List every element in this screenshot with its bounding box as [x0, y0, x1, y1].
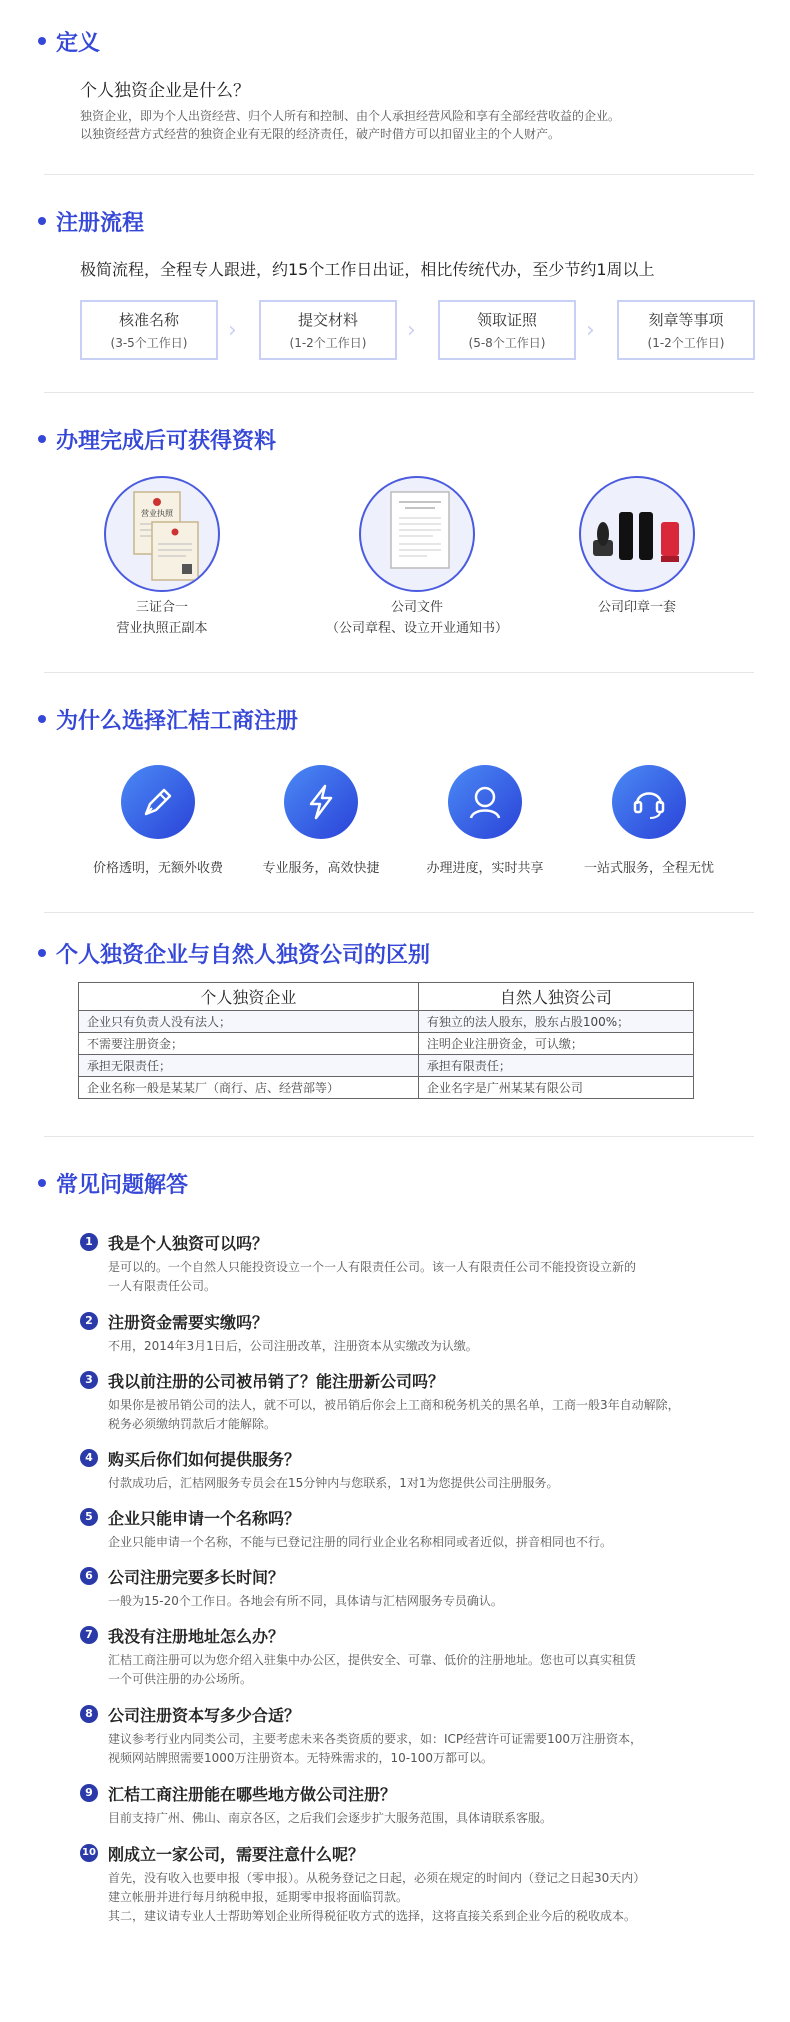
faq-answer-line: 税务必须缴纳罚款后才能解除。: [108, 1417, 277, 1431]
section-title-process: [38, 206, 144, 237]
faq-number-badge: 8: [80, 1705, 98, 1723]
doc-label-line-1: 三证合一: [135, 600, 188, 615]
section-title-why: [38, 704, 298, 735]
faq-question: 我以前注册的公司被吊销了？能注册新公司吗？: [108, 1372, 445, 1391]
faq-answer-line: 首先，没有收入也要申报（零申报）。从税务登记之日起，必须在规定的时间内（登记之日起30天内）: [108, 1871, 646, 1885]
chevron-right-icon: ›: [586, 318, 595, 343]
headset-icon: [612, 765, 686, 839]
chevron-right-icon: ›: [407, 318, 416, 343]
faq-answer-line: 是可以的。一个自然人只能投资设立一个一人有限责任公司。该一人有限责任公司不能投资设立新的: [108, 1260, 637, 1274]
faq-number-badge: 2: [80, 1312, 98, 1330]
definition-title-text: 定义: [56, 31, 101, 56]
faq-question: 公司注册完要多长时间？: [108, 1568, 285, 1587]
table-row: [79, 1011, 694, 1033]
why-label: 价格透明，无额外收费: [92, 861, 223, 876]
bullet-dot: [38, 949, 46, 957]
doc-label: [302, 597, 532, 639]
flow-step-name: 刻章等事项: [648, 311, 724, 329]
faq-answer-line: 其二，建议请专业人士帮助筹划企业所得税征收方式的选择，这将直接关系到企业今后的税收成本。: [108, 1909, 637, 1923]
section-title-compare: [38, 938, 430, 969]
flow-step-name: 领取证照: [476, 311, 537, 329]
faq-question: 刚成立一家公司，需要注意什么呢？: [108, 1845, 365, 1864]
lightning-icon-glyph: [301, 782, 341, 822]
document-illustration: [361, 478, 475, 592]
seals-illustration: [581, 478, 695, 592]
doc-label: [568, 597, 706, 618]
doc-label-line-1: 公司文件: [390, 600, 443, 615]
doc-label-line-2: （公司章程、设立开业通知书）: [325, 621, 508, 636]
faq-answer-line: 汇桔工商注册可以为您介绍入驻集中办公区，提供安全、可靠、低价的注册地址。您也可以真实租赁: [108, 1653, 637, 1667]
faq-answer: [108, 1592, 748, 1611]
faq-number-badge: 6: [80, 1567, 98, 1585]
flow-step: [80, 300, 218, 360]
license-illustration: [106, 478, 220, 592]
doc-label-line-2: 营业执照正副本: [116, 621, 208, 636]
faq-number-badge: 7: [80, 1626, 98, 1644]
faq-answer-line: 付款成功后，汇桔网服务专员会在15分钟内与您联系，1对1为您提供公司注册服务。: [108, 1476, 559, 1490]
process-title-text: 注册流程: [56, 211, 145, 236]
user-icon: [448, 765, 522, 839]
definition-question: 个人独资企业是什么？: [80, 81, 250, 101]
faq-answer-line: 如果你是被吊销公司的法人，就不可以，被吊销后你会上工商和税务机关的黑名单，工商一般3年自动解除，: [108, 1398, 680, 1412]
flow-step-days: (1-2个工作日): [647, 336, 725, 350]
faq-answer: [108, 1869, 748, 1926]
table-cell: 不需要注册资金；: [79, 1033, 419, 1055]
faq-answer: [108, 1809, 748, 1828]
table-header-row: [79, 983, 694, 1011]
bullet-dot: [38, 37, 46, 45]
faq-answer: [108, 1730, 748, 1768]
definition-line-2: 以独资经营方式经营的独资企业有无限的经济责任，破产时借方可以扣留业主的个人财产。: [80, 127, 561, 141]
faq-question: 企业只能申请一个名称吗？: [108, 1509, 301, 1528]
faq-answer-line: 建立帐册并进行每月纳税申报，延期零申报将面临罚款。: [108, 1890, 409, 1904]
faq-answer: [108, 1396, 748, 1434]
faq-answer: [108, 1258, 748, 1296]
flow-step: [259, 300, 397, 360]
table-row: [79, 1033, 694, 1055]
faq-answer-line: 一个可供注册的办公场所。: [108, 1672, 253, 1686]
seal-text: 营业执照: [141, 509, 173, 518]
faq-answer-line: 目前支持广州、佛山、南京各区，之后我们会逐步扩大服务范围，具体请联系客服。: [108, 1811, 553, 1825]
divider: [44, 1136, 754, 1137]
flow-step: [438, 300, 576, 360]
faq-question: 公司注册资本写多少合适？: [108, 1706, 301, 1725]
bullet-dot: [38, 217, 46, 225]
why-label: 一站式服务，全程无忧: [583, 861, 714, 876]
section-title-faq: [38, 1168, 188, 1199]
company-documents-image: [359, 476, 475, 592]
table-cell: 企业只有负责人没有法人；: [79, 1011, 419, 1033]
faq-number-badge: 1: [80, 1233, 98, 1251]
faq-number-badge: 4: [80, 1449, 98, 1467]
license-image: [104, 476, 220, 592]
faq-answer-line: 不用，2014年3月1日后，公司注册改革，注册资本从实缴改为认缴。: [108, 1339, 478, 1353]
divider: [44, 912, 754, 913]
why-label: 专业服务，高效快捷: [262, 861, 380, 876]
chevron-right-icon: ›: [228, 318, 237, 343]
table-cell: 注明企业注册资金，可认缴；: [418, 1033, 693, 1055]
table-cell: 承担无限责任；: [79, 1055, 419, 1077]
flow-step-days: (5-8个工作日): [468, 336, 546, 350]
why-title-text: 为什么选择汇桔工商注册: [56, 709, 299, 734]
section-title-definition: [38, 26, 100, 57]
headset-icon-glyph: [629, 782, 669, 822]
bullet-dot: [38, 715, 46, 723]
faq-number-badge: 9: [80, 1784, 98, 1802]
faq-answer: [108, 1533, 748, 1552]
lightning-icon: [284, 765, 358, 839]
faq-answer-line: 一人有限责任公司。: [108, 1279, 217, 1293]
compare-title-text: 个人独资企业与自然人独资公司的区别: [56, 943, 431, 968]
faq-question: 注册资金需要实缴吗？: [108, 1313, 269, 1332]
faq-answer: [108, 1474, 748, 1493]
faq-number-badge: 5: [80, 1508, 98, 1526]
faq-answer-line: 建议参考行业内同类公司，主要考虑未来各类资质的要求，如：ICP经营许可证需要100万注册资本，: [108, 1732, 643, 1746]
user-icon-glyph: [465, 782, 505, 822]
divider: [44, 174, 754, 175]
section-title-documents: [38, 424, 276, 455]
flow-step-days: (3-5个工作日): [110, 336, 188, 350]
doc-label-line-1: 公司印章一套: [597, 600, 676, 615]
faq-answer: [108, 1337, 748, 1356]
pen-icon-glyph: [138, 782, 178, 822]
faq-question: 购买后你们如何提供服务？: [108, 1450, 301, 1469]
table-cell: 有独立的法人股东，股东占股100%；: [418, 1011, 693, 1033]
table-header: 个人独资企业: [79, 983, 419, 1011]
flow-step-days: (1-2个工作日): [289, 336, 367, 350]
definition-line-1: 独资企业，即为个人出资经营、归个人所有和控制、由个人承担经营风险和享有全部经营收益的企业。: [80, 109, 621, 123]
table-cell: 承担有限责任；: [418, 1055, 693, 1077]
divider: [44, 672, 754, 673]
faq-number-badge: 3: [80, 1371, 98, 1389]
why-label: 办理进度，实时共享: [426, 861, 544, 876]
table-cell: 企业名称一般是某某厂（商行、店、经营部等）: [79, 1077, 419, 1099]
flow-step-name: 提交材料: [297, 311, 358, 329]
table-header: 自然人独资公司: [418, 983, 693, 1011]
faq-number-badge: 10: [80, 1844, 98, 1862]
bullet-dot: [38, 1179, 46, 1187]
faq-answer-line: 一般为15-20个工作日。各地会有所不同，具体请与汇桔网服务专员确认。: [108, 1594, 503, 1608]
company-seals-image: [579, 476, 695, 592]
table-cell: 企业名字是广州某某有限公司: [418, 1077, 693, 1099]
doc-label: [86, 597, 238, 639]
pen-icon: [121, 765, 195, 839]
process-summary: 极简流程，全程专人跟进，约15个工作日出证，相比传统代办，至少节约1周以上: [80, 260, 655, 279]
comparison-table: [78, 982, 694, 1099]
faq-answer-line: 企业只能申请一个名称，不能与已登记注册的同行业企业名称相同或者近似，拼音相同也不行。: [108, 1535, 613, 1549]
bullet-dot: [38, 435, 46, 443]
faq-question: 汇桔工商注册能在哪些地方做公司注册？: [108, 1785, 397, 1804]
table-row: [79, 1055, 694, 1077]
faq-question: 我没有注册地址怎么办？: [108, 1627, 285, 1646]
faq-question: 我是个人独资可以吗？: [108, 1234, 269, 1253]
documents-title-text: 办理完成后可获得资料: [56, 429, 277, 454]
flow-step-name: 核准名称: [118, 311, 179, 329]
flow-step: [617, 300, 755, 360]
faq-answer-line: 视频网站牌照需要1000万注册资本。无特殊需求的，10-100万都可以。: [108, 1751, 494, 1765]
table-row: [79, 1077, 694, 1099]
faq-title-text: 常见问题解答: [56, 1173, 189, 1198]
faq-answer: [108, 1651, 748, 1689]
divider: [44, 392, 754, 393]
